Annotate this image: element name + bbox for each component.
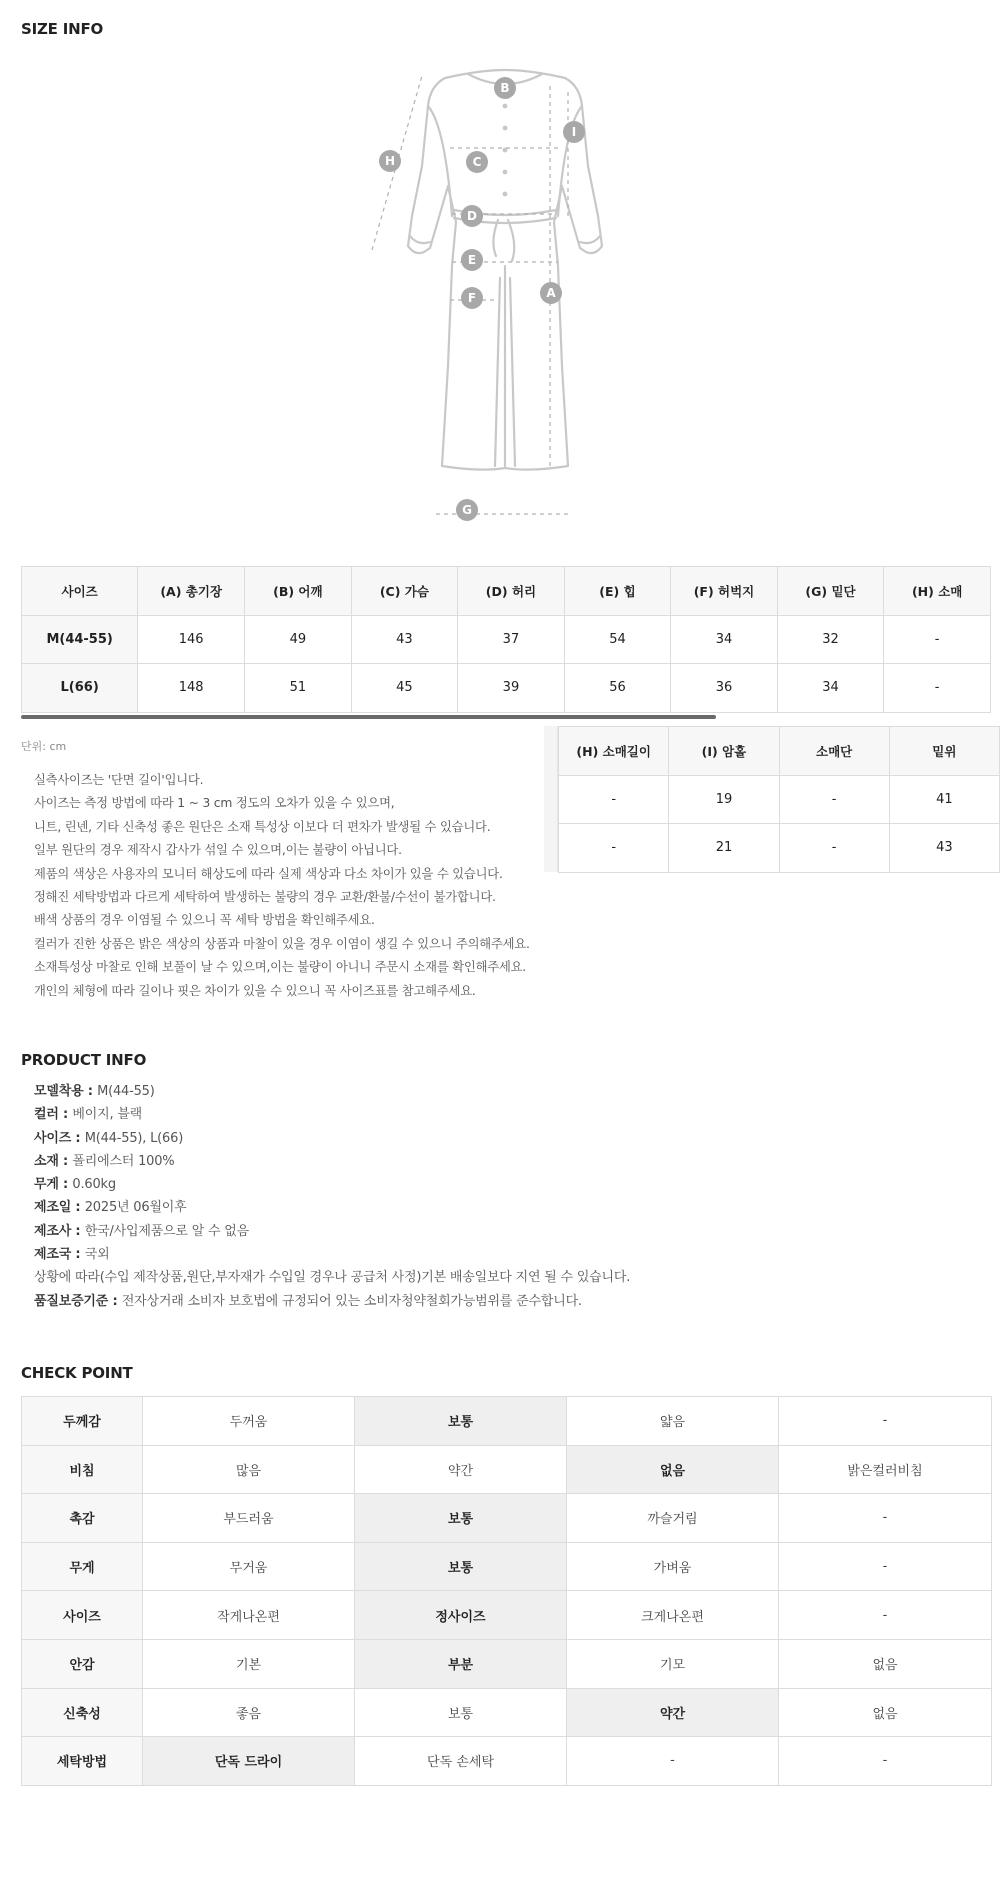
check-label: 무게 bbox=[22, 1542, 143, 1591]
check-option-selected: 정사이즈 bbox=[355, 1591, 567, 1640]
check-option: 많음 bbox=[143, 1445, 355, 1494]
check-option: - bbox=[779, 1542, 992, 1591]
label-d-icon bbox=[461, 205, 483, 227]
table-cell: 37 bbox=[458, 615, 565, 664]
size-header: (H) 소매길이 bbox=[559, 727, 669, 776]
label-f-icon bbox=[461, 287, 483, 309]
note-line: 컬러가 진한 상품은 밝은 색상의 상품과 마찰이 있을 경우 이염이 생길 수 있으니 주의해주세요. bbox=[34, 936, 530, 951]
table-scrollbar[interactable] bbox=[21, 715, 716, 719]
note-line: 실측사이즈는 '단면 길이'입니다. bbox=[34, 773, 204, 787]
check-option: 얇음 bbox=[567, 1397, 779, 1446]
check-option: - bbox=[779, 1737, 992, 1786]
table-cell: - bbox=[884, 615, 991, 664]
check-row bbox=[22, 1737, 992, 1786]
svg-text:F: F bbox=[467, 291, 477, 305]
check-option: 밝은컬러비침 bbox=[779, 1445, 992, 1494]
info-label: 소재 bbox=[34, 1153, 59, 1169]
table-cell: 49 bbox=[245, 615, 352, 664]
check-option: 까슬거림 bbox=[567, 1494, 779, 1543]
info-label: 제조일 bbox=[34, 1200, 72, 1216]
check-option: 무거움 bbox=[143, 1542, 355, 1591]
note-line: 배색 상품의 경우 이염될 수 있으니 꼭 세탁 방법을 확인해주세요. bbox=[34, 913, 375, 928]
check-option: 기본 bbox=[143, 1639, 355, 1688]
check-row bbox=[22, 1591, 992, 1640]
size-notes bbox=[34, 769, 530, 1003]
check-option: 작게나온편 bbox=[143, 1591, 355, 1640]
check-label: 촉감 bbox=[22, 1494, 143, 1543]
info-value: M(44-55) bbox=[97, 1084, 155, 1099]
table-edge bbox=[544, 726, 558, 872]
info-value: 한국/사입제품으로 알 수 없음 bbox=[84, 1223, 250, 1239]
table-row bbox=[22, 664, 991, 713]
label-h-icon bbox=[379, 150, 401, 172]
product-info-list bbox=[34, 1080, 630, 1313]
check-option: - bbox=[779, 1591, 992, 1640]
info-row: 제조국 : 국외 bbox=[34, 1247, 110, 1263]
size-table bbox=[21, 566, 991, 713]
check-option: 두꺼움 bbox=[143, 1397, 355, 1446]
size-table-scroll[interactable] bbox=[21, 566, 991, 716]
size-info-title: SIZE INFO bbox=[21, 20, 104, 38]
shipping-notice: 상황에 따라(수입 제작상품,원단,부자재가 수입일 경우나 공급처 사정)기본 배송일보다 지연 될 수 있습니다. bbox=[34, 1270, 631, 1286]
info-value: 전자상거래 소비자 보호법에 규정되어 있는 소비자청약철회가능범위를 준수합니다. bbox=[121, 1293, 582, 1309]
table-cell: L(66) bbox=[22, 664, 138, 713]
size-header: 사이즈 bbox=[22, 567, 138, 616]
check-label: 신축성 bbox=[22, 1688, 143, 1737]
check-option: 기모 bbox=[567, 1639, 779, 1688]
note-line: 일부 원단의 경우 제작시 갑사가 섞일 수 있으며,이는 불량이 아닙니다. bbox=[34, 843, 402, 858]
note-line: 니트, 린넨, 기타 신축성 좋은 원단은 소재 특성상 이보다 더 편차가 발생될 수 있습니다. bbox=[34, 819, 491, 834]
table-row bbox=[559, 824, 1000, 873]
size-header: (A) 총기장 bbox=[138, 567, 245, 616]
size-table-continued bbox=[544, 726, 1000, 874]
size-header: (C) 가슴 bbox=[351, 567, 458, 616]
info-value: 폴리에스터 100% bbox=[72, 1153, 175, 1169]
info-label: 무게 bbox=[34, 1177, 59, 1193]
table-cell: 36 bbox=[671, 664, 777, 713]
label-i-icon bbox=[563, 121, 585, 143]
info-label: 품질보증기준 bbox=[34, 1293, 109, 1309]
table-cell: 41 bbox=[889, 775, 999, 824]
svg-text:E: E bbox=[467, 253, 477, 267]
table-cell: 39 bbox=[458, 664, 565, 713]
check-option: 좋음 bbox=[143, 1688, 355, 1737]
note-line: 사이즈는 측정 방법에 따라 1 ~ 3 cm 정도의 오차가 있을 수 있으며, bbox=[34, 796, 395, 811]
check-option: 보통 bbox=[355, 1688, 567, 1737]
info-row: 사이즈 : M(44-55), L(66) bbox=[34, 1130, 184, 1146]
label-g-icon bbox=[456, 499, 478, 521]
check-option: 없음 bbox=[779, 1688, 992, 1737]
check-row bbox=[22, 1639, 992, 1688]
table-cell: 45 bbox=[351, 664, 458, 713]
size-header: (G) 밑단 bbox=[777, 567, 884, 616]
label-b-icon bbox=[494, 77, 516, 99]
check-option-selected: 없음 bbox=[567, 1445, 779, 1494]
check-point-table bbox=[21, 1396, 992, 1786]
table-cell: 51 bbox=[245, 664, 352, 713]
table-cell: 32 bbox=[777, 615, 884, 664]
note-line: 개인의 체형에 따라 길이나 핏은 차이가 있을 수 있으니 꼭 사이즈표를 참고해주세요. bbox=[34, 983, 476, 998]
label-a-icon bbox=[540, 282, 562, 304]
check-row bbox=[22, 1494, 992, 1543]
note-line: 제품의 색상은 사용자의 모니터 해상도에 따라 실제 색상과 다소 차이가 있을 수 있습니다. bbox=[34, 866, 503, 881]
check-option: - bbox=[779, 1397, 992, 1446]
check-option: 크게나온편 bbox=[567, 1591, 779, 1640]
size-header: (D) 허리 bbox=[458, 567, 565, 616]
check-option: 약간 bbox=[355, 1445, 567, 1494]
check-option-selected: 보통 bbox=[355, 1397, 567, 1446]
check-label: 세탁방법 bbox=[22, 1737, 143, 1786]
table-cell: 19 bbox=[669, 775, 779, 824]
check-option: 부드러움 bbox=[143, 1494, 355, 1543]
check-row bbox=[22, 1688, 992, 1737]
svg-text:G: G bbox=[462, 503, 472, 517]
table-cell: 43 bbox=[889, 824, 999, 873]
svg-text:B: B bbox=[500, 81, 510, 95]
svg-text:I: I bbox=[571, 125, 577, 139]
info-row: 소재 : 폴리에스터 100% bbox=[34, 1153, 175, 1169]
table-cell: 34 bbox=[777, 664, 884, 713]
check-option-selected: 보통 bbox=[355, 1494, 567, 1543]
info-row: 제조일 : 2025년 06월이후 bbox=[34, 1200, 187, 1216]
check-label: 안감 bbox=[22, 1639, 143, 1688]
check-option: 없음 bbox=[779, 1639, 992, 1688]
label-e-icon bbox=[461, 249, 483, 271]
check-label: 사이즈 bbox=[22, 1591, 143, 1640]
size-table-2 bbox=[558, 726, 1000, 873]
table-cell: M(44-55) bbox=[22, 615, 138, 664]
size-header: (F) 허벅지 bbox=[671, 567, 777, 616]
table-cell: 148 bbox=[138, 664, 245, 713]
size-header: (B) 어깨 bbox=[245, 567, 352, 616]
check-option-selected: 부분 bbox=[355, 1639, 567, 1688]
table-cell: 54 bbox=[564, 615, 670, 664]
table-cell: - bbox=[779, 824, 889, 873]
size-header: 밑위 bbox=[889, 727, 999, 776]
table-cell: 34 bbox=[671, 615, 777, 664]
info-value: 베이지, 블랙 bbox=[72, 1107, 143, 1123]
svg-text:D: D bbox=[467, 209, 477, 223]
check-option: 가벼움 bbox=[567, 1542, 779, 1591]
table-cell: - bbox=[559, 775, 669, 824]
info-label: 모델착용 bbox=[34, 1084, 84, 1099]
garment-diagram bbox=[340, 66, 670, 536]
info-row: 제조사 : 한국/사입제품으로 알 수 없음 bbox=[34, 1223, 250, 1239]
table-cell: 43 bbox=[351, 615, 458, 664]
note-line: 소재특성상 마찰로 인해 보풀이 날 수 있으며,이는 불량이 아니니 주문시 소재를 확인해주세요. bbox=[34, 960, 527, 975]
info-row: 무게 : 0.60kg bbox=[34, 1177, 116, 1193]
size-header: 소매단 bbox=[779, 727, 889, 776]
check-option: 단독 손세탁 bbox=[355, 1737, 567, 1786]
check-option: - bbox=[779, 1494, 992, 1543]
check-row bbox=[22, 1397, 992, 1446]
svg-text:A: A bbox=[546, 286, 556, 300]
check-point-title: CHECK POINT bbox=[21, 1364, 133, 1382]
table-row bbox=[22, 615, 991, 664]
table-row bbox=[559, 775, 1000, 824]
check-option-selected: 단독 드라이 bbox=[143, 1737, 355, 1786]
svg-text:H: H bbox=[384, 154, 396, 168]
check-option: - bbox=[567, 1737, 779, 1786]
info-row: 모델착용 : M(44-55) bbox=[34, 1084, 155, 1099]
check-option-selected: 보통 bbox=[355, 1542, 567, 1591]
info-label: 제조국 bbox=[34, 1247, 72, 1263]
table-cell: - bbox=[884, 664, 991, 713]
size-header: (I) 암홀 bbox=[669, 727, 779, 776]
product-info-title: PRODUCT INFO bbox=[21, 1051, 147, 1069]
check-row bbox=[22, 1445, 992, 1494]
size-header: (H) 소매 bbox=[884, 567, 991, 616]
info-row: 품질보증기준 : 전자상거래 소비자 보호법에 규정되어 있는 소비자청약철회가능범위를 준수합니다. bbox=[34, 1293, 582, 1309]
table-cell: - bbox=[779, 775, 889, 824]
label-c-icon bbox=[466, 151, 488, 173]
info-value: M(44-55), L(66) bbox=[84, 1130, 184, 1146]
info-value: 2025년 06월이후 bbox=[84, 1200, 187, 1216]
info-label: 사이즈 bbox=[34, 1130, 72, 1146]
info-label: 컬러 bbox=[34, 1107, 59, 1123]
check-row bbox=[22, 1542, 992, 1591]
table-cell: 56 bbox=[564, 664, 670, 713]
check-option-selected: 약간 bbox=[567, 1688, 779, 1737]
note-line: 정해진 세탁방법과 다르게 세탁하여 발생하는 불량의 경우 교환/환불/수선이 불가합니다. bbox=[34, 890, 496, 905]
info-value: 국외 bbox=[84, 1247, 110, 1263]
unit-label: 단위: cm bbox=[21, 740, 67, 753]
check-label: 두께감 bbox=[22, 1397, 143, 1446]
table-cell: 21 bbox=[669, 824, 779, 873]
check-label: 비침 bbox=[22, 1445, 143, 1494]
info-value: 0.60kg bbox=[72, 1177, 116, 1193]
table-cell: 146 bbox=[138, 615, 245, 664]
info-label: 제조사 bbox=[34, 1223, 72, 1239]
svg-text:C: C bbox=[472, 155, 482, 169]
size-header: (E) 힙 bbox=[564, 567, 670, 616]
table-cell: - bbox=[559, 824, 669, 873]
info-row: 컬러 : 베이지, 블랙 bbox=[34, 1107, 143, 1123]
